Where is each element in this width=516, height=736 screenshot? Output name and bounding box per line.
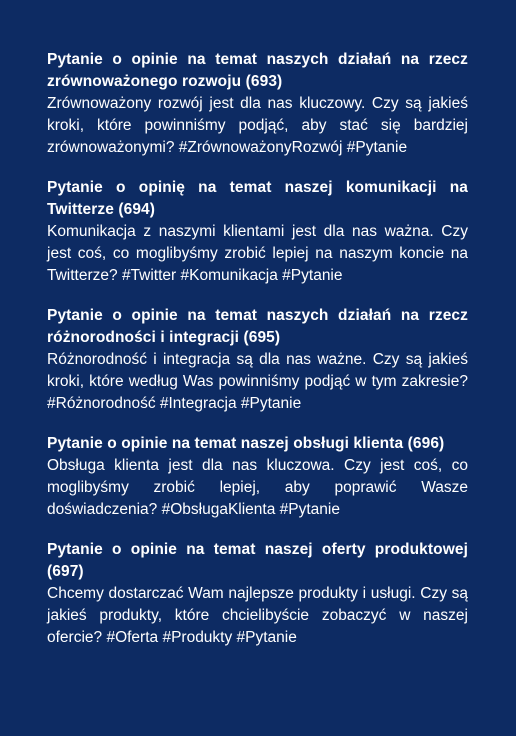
question-entry-696: [47, 433, 468, 521]
question-entry-693: [47, 49, 468, 159]
entry-body: Obsługa klienta jest dla nas kluczowa. Czy jest coś, co moglibyśmy zrobić lepiej, aby poprawić Wasze doświadczenia? #ObsługaKlienta #Pytanie: [47, 457, 468, 518]
question-entry-694: [47, 177, 468, 287]
entry-body: Chcemy dostarczać Wam najlepsze produkty i usługi. Czy są jakieś produkty, które chcielibyście zobaczyć w naszej ofercie? #Oferta #Produkty #Pytanie: [47, 585, 468, 646]
entry-body: Różnorodność i integracja są dla nas ważne. Czy są jakieś kroki, które według Was powinniśmy podjąć w tym zakresie? #Różnorodność #Integracja #Pytanie: [47, 351, 468, 412]
entry-title: Pytanie o opinie na temat naszej oferty produktowej (697): [47, 541, 468, 580]
question-entry-697: [47, 539, 468, 649]
entry-title: Pytanie o opinie na temat naszej obsługi klienta (696): [47, 435, 445, 452]
entry-title: Pytanie o opinię na temat naszej komunikacji na Twitterze (694): [47, 179, 468, 218]
entry-body: Komunikacja z naszymi klientami jest dla nas ważna. Czy jest coś, co moglibyśmy zrobić lepiej na naszym koncie na Twitterze? #Twitter #Komunikacja #Pytanie: [47, 223, 468, 284]
entry-title: Pytanie o opinie na temat naszych działań na rzecz zrównoważonego rozwoju (693): [47, 51, 468, 90]
entry-title: Pytanie o opinie na temat naszych działań na rzecz różnorodności i integracji (695): [47, 307, 468, 346]
entry-body: Zrównoważony rozwój jest dla nas kluczowy. Czy są jakieś kroki, które powinniśmy podjąć, aby stać się bardziej zrównoważonymi? #ZrównoważonyRozwój #Pytanie: [47, 95, 468, 156]
question-entry-695: [47, 305, 468, 415]
